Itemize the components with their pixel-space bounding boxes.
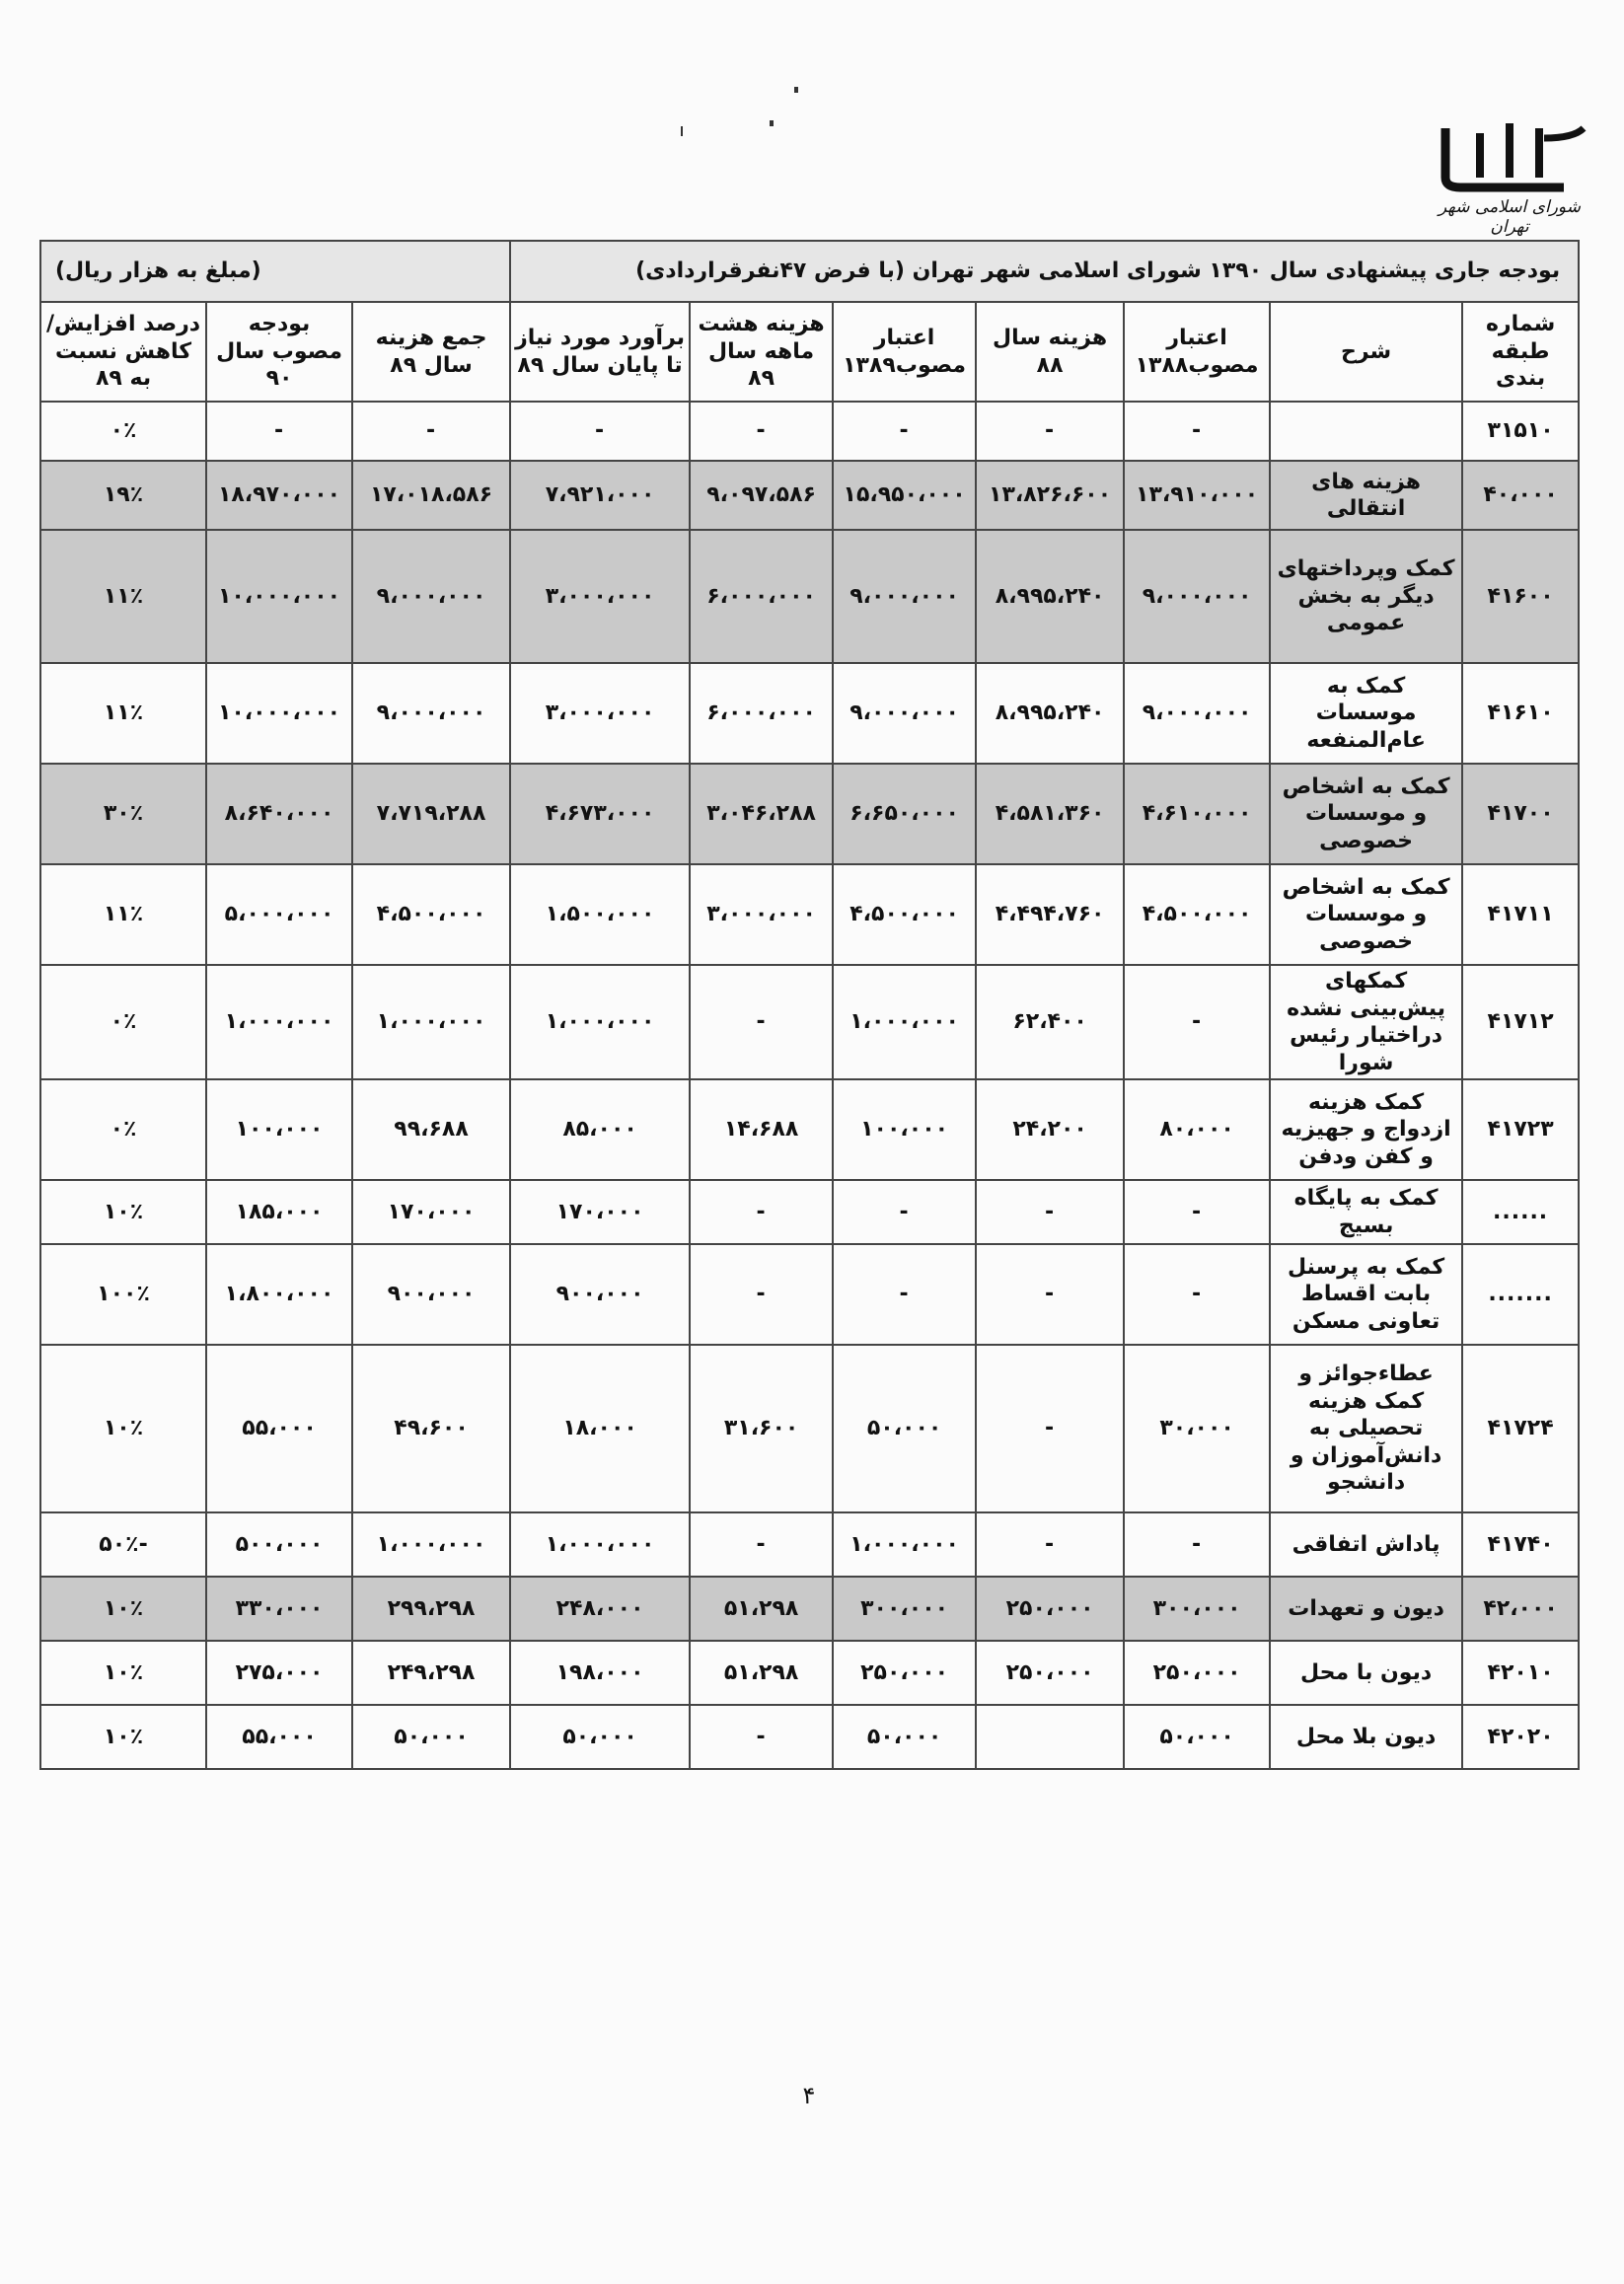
row-total-89: ۵۰،۰۰۰ bbox=[352, 1705, 510, 1769]
row-approved-1388: ۲۵۰،۰۰۰ bbox=[1124, 1641, 1270, 1705]
row-expense-88: ۱۳،۸۲۶،۶۰۰ bbox=[976, 461, 1124, 530]
row-code: ۴۲۰۲۰ bbox=[1462, 1705, 1579, 1769]
row-budget-90: ۵،۰۰۰،۰۰۰ bbox=[206, 864, 352, 965]
row-budget-90: - bbox=[206, 402, 352, 461]
row-code: ۴۱۶۱۰ bbox=[1462, 663, 1579, 764]
row-percent-change: ۱۰٪ bbox=[40, 1641, 206, 1705]
row-approved-1388: - bbox=[1124, 1244, 1270, 1345]
table-row bbox=[40, 965, 1579, 1079]
row-estimate-89: ۴،۶۷۳،۰۰۰ bbox=[510, 764, 690, 864]
row-approved-1389: - bbox=[833, 1180, 976, 1244]
table-row bbox=[40, 1641, 1579, 1705]
row-total-89: ۷،۷۱۹،۲۸۸ bbox=[352, 764, 510, 864]
row-percent-change: ۰٪ bbox=[40, 1079, 206, 1180]
row-estimate-89: ۱،۰۰۰،۰۰۰ bbox=[510, 965, 690, 1079]
row-budget-90: ۱،۸۰۰،۰۰۰ bbox=[206, 1244, 352, 1345]
row-total-89: ۹۰۰،۰۰۰ bbox=[352, 1244, 510, 1345]
row-total-89: ۹،۰۰۰،۰۰۰ bbox=[352, 663, 510, 764]
table-row bbox=[40, 530, 1579, 663]
header-total-89: جمع هزینه سال ۸۹ bbox=[352, 302, 510, 402]
row-budget-90: ۱۰۰،۰۰۰ bbox=[206, 1079, 352, 1180]
row-estimate-89: ۵۰،۰۰۰ bbox=[510, 1705, 690, 1769]
row-total-89: ۱۷۰،۰۰۰ bbox=[352, 1180, 510, 1244]
row-code: ۴۲،۰۰۰ bbox=[1462, 1577, 1579, 1641]
row-percent-change: ۱۰٪ bbox=[40, 1345, 206, 1512]
table-row bbox=[40, 864, 1579, 965]
row-approved-1389: ۴،۵۰۰،۰۰۰ bbox=[833, 864, 976, 965]
row-eight-month-89: - bbox=[690, 402, 833, 461]
row-budget-90: ۱۸،۹۷۰،۰۰۰ bbox=[206, 461, 352, 530]
row-expense-88: ۴،۵۸۱،۳۶۰ bbox=[976, 764, 1124, 864]
row-description: دیون بلا محل bbox=[1270, 1705, 1462, 1769]
row-eight-month-89: ۶،۰۰۰،۰۰۰ bbox=[690, 663, 833, 764]
row-eight-month-89: ۵۱،۲۹۸ bbox=[690, 1577, 833, 1641]
table-row bbox=[40, 1705, 1579, 1769]
row-description: کمک به اشخاص و موسسات خصوصی bbox=[1270, 764, 1462, 864]
row-budget-90: ۱۰،۰۰۰،۰۰۰ bbox=[206, 663, 352, 764]
row-total-89: ۹،۰۰۰،۰۰۰ bbox=[352, 530, 510, 663]
row-eight-month-89: - bbox=[690, 1244, 833, 1345]
table-row bbox=[40, 1512, 1579, 1577]
table-row bbox=[40, 1345, 1579, 1512]
row-estimate-89: ۱،۵۰۰،۰۰۰ bbox=[510, 864, 690, 965]
row-estimate-89: ۲۴۸،۰۰۰ bbox=[510, 1577, 690, 1641]
table-unit-note: (مبلغ به هزار ریال) bbox=[40, 241, 510, 302]
table-row bbox=[40, 1079, 1579, 1180]
row-budget-90: ۵۵،۰۰۰ bbox=[206, 1345, 352, 1512]
row-percent-change: -۵۰٪ bbox=[40, 1512, 206, 1577]
row-estimate-89: ۳،۰۰۰،۰۰۰ bbox=[510, 530, 690, 663]
row-expense-88: ۶۲،۴۰۰ bbox=[976, 965, 1124, 1079]
row-description: کمک به پایگاه بسیج bbox=[1270, 1180, 1462, 1244]
row-approved-1388: ۴،۵۰۰،۰۰۰ bbox=[1124, 864, 1270, 965]
scan-speck bbox=[794, 87, 798, 93]
row-percent-change: ۰٪ bbox=[40, 402, 206, 461]
table-title-row bbox=[40, 241, 1579, 302]
row-description: کمک هزینه ازدواج و جهیزیه و کفن ودفن bbox=[1270, 1079, 1462, 1180]
row-expense-88: ۲۵۰،۰۰۰ bbox=[976, 1641, 1124, 1705]
table-row bbox=[40, 402, 1579, 461]
row-approved-1389: ۲۵۰،۰۰۰ bbox=[833, 1641, 976, 1705]
row-expense-88 bbox=[976, 1705, 1124, 1769]
row-approved-1388: ۱۳،۹۱۰،۰۰۰ bbox=[1124, 461, 1270, 530]
table-row bbox=[40, 663, 1579, 764]
row-approved-1389: ۱۵،۹۵۰،۰۰۰ bbox=[833, 461, 976, 530]
row-eight-month-89: - bbox=[690, 1180, 833, 1244]
header-percent-change: درصد افزایش/کاهش نسبت به ۸۹ bbox=[40, 302, 206, 402]
logo-caption: شورای اسلامی شهر تهران bbox=[1439, 197, 1581, 237]
page-number: ۴ bbox=[802, 2082, 816, 2109]
row-estimate-89: ۱۷۰،۰۰۰ bbox=[510, 1180, 690, 1244]
row-approved-1388: - bbox=[1124, 965, 1270, 1079]
row-expense-88: - bbox=[976, 1345, 1124, 1512]
row-approved-1389: ۹،۰۰۰،۰۰۰ bbox=[833, 663, 976, 764]
row-code: ۴۱۶۰۰ bbox=[1462, 530, 1579, 663]
row-expense-88: - bbox=[976, 1244, 1124, 1345]
row-eight-month-89: ۹،۰۹۷،۵۸۶ bbox=[690, 461, 833, 530]
row-code: ۴۰،۰۰۰ bbox=[1462, 461, 1579, 530]
row-expense-88: ۸،۹۹۵،۲۴۰ bbox=[976, 663, 1124, 764]
scan-speck bbox=[770, 120, 774, 126]
row-code: ...... bbox=[1462, 1180, 1579, 1244]
row-percent-change: ۱۰٪ bbox=[40, 1577, 206, 1641]
header-approved-1389: اعتبار مصوب۱۳۸۹ bbox=[833, 302, 976, 402]
row-description: هزینه های انتقالی bbox=[1270, 461, 1462, 530]
row-expense-88: - bbox=[976, 1512, 1124, 1577]
row-approved-1389: ۱،۰۰۰،۰۰۰ bbox=[833, 1512, 976, 1577]
row-total-89: ۱،۰۰۰،۰۰۰ bbox=[352, 965, 510, 1079]
row-estimate-89: ۸۵،۰۰۰ bbox=[510, 1079, 690, 1180]
scan-speck bbox=[681, 126, 683, 136]
row-estimate-89: ۳،۰۰۰،۰۰۰ bbox=[510, 663, 690, 764]
row-approved-1388: ۸۰،۰۰۰ bbox=[1124, 1079, 1270, 1180]
row-description: کمکهای پیش‌بینی نشده دراختیار رئیس شورا bbox=[1270, 965, 1462, 1079]
row-approved-1388: - bbox=[1124, 1180, 1270, 1244]
row-eight-month-89: ۳،۰۰۰،۰۰۰ bbox=[690, 864, 833, 965]
header-expense-88: هزینه سال ۸۸ bbox=[976, 302, 1124, 402]
row-code: ۴۱۷۲۳ bbox=[1462, 1079, 1579, 1180]
row-budget-90: ۸،۶۴۰،۰۰۰ bbox=[206, 764, 352, 864]
header-approved-1388: اعتبار مصوب۱۳۸۸ bbox=[1124, 302, 1270, 402]
row-approved-1389: ۶،۶۵۰،۰۰۰ bbox=[833, 764, 976, 864]
header-estimate-89: برآورد مورد نیاز تا پایان سال ۸۹ bbox=[510, 302, 690, 402]
row-total-89: ۱۷،۰۱۸،۵۸۶ bbox=[352, 461, 510, 530]
row-expense-88: ۴،۴۹۴،۷۶۰ bbox=[976, 864, 1124, 965]
row-approved-1389: ۱،۰۰۰،۰۰۰ bbox=[833, 965, 976, 1079]
row-code: ۴۱۷۱۲ bbox=[1462, 965, 1579, 1079]
row-estimate-89: ۹۰۰،۰۰۰ bbox=[510, 1244, 690, 1345]
row-description: عطاءجوائز و کمک هزینه تحصیلی به دانش‌آموزان و دانشجو bbox=[1270, 1345, 1462, 1512]
row-eight-month-89: - bbox=[690, 1705, 833, 1769]
row-description: دیون با محل bbox=[1270, 1641, 1462, 1705]
row-estimate-89: - bbox=[510, 402, 690, 461]
row-eight-month-89: ۶،۰۰۰،۰۰۰ bbox=[690, 530, 833, 663]
row-approved-1389: - bbox=[833, 402, 976, 461]
row-description: کمک وپرداختهای دیگر به بخش عمومی bbox=[1270, 530, 1462, 663]
row-expense-88: ۸،۹۹۵،۲۴۰ bbox=[976, 530, 1124, 663]
row-expense-88: ۲۵۰،۰۰۰ bbox=[976, 1577, 1124, 1641]
row-approved-1389: ۱۰۰،۰۰۰ bbox=[833, 1079, 976, 1180]
row-percent-change: ۱۰٪ bbox=[40, 1705, 206, 1769]
row-total-89: ۹۹،۶۸۸ bbox=[352, 1079, 510, 1180]
row-approved-1389: ۹،۰۰۰،۰۰۰ bbox=[833, 530, 976, 663]
row-approved-1388: ۹،۰۰۰،۰۰۰ bbox=[1124, 663, 1270, 764]
row-code: ۴۲۰۱۰ bbox=[1462, 1641, 1579, 1705]
row-eight-month-89: ۵۱،۲۹۸ bbox=[690, 1641, 833, 1705]
row-total-89: ۴۹،۶۰۰ bbox=[352, 1345, 510, 1512]
row-expense-88: ۲۴،۲۰۰ bbox=[976, 1079, 1124, 1180]
header-code: شماره طبقه بندی bbox=[1462, 302, 1579, 402]
row-approved-1388: - bbox=[1124, 1512, 1270, 1577]
row-total-89: ۲۹۹،۲۹۸ bbox=[352, 1577, 510, 1641]
row-approved-1388: ۹،۰۰۰،۰۰۰ bbox=[1124, 530, 1270, 663]
row-code: ....... bbox=[1462, 1244, 1579, 1345]
budget-table bbox=[39, 240, 1580, 1770]
row-percent-change: ۱۱٪ bbox=[40, 530, 206, 663]
row-total-89: ۴،۵۰۰،۰۰۰ bbox=[352, 864, 510, 965]
row-code: ۴۱۷۱۱ bbox=[1462, 864, 1579, 965]
table-header-row bbox=[40, 302, 1579, 402]
row-estimate-89: ۱۹۸،۰۰۰ bbox=[510, 1641, 690, 1705]
row-approved-1389: ۵۰،۰۰۰ bbox=[833, 1705, 976, 1769]
row-approved-1388: ۵۰،۰۰۰ bbox=[1124, 1705, 1270, 1769]
row-approved-1388: ۴،۶۱۰،۰۰۰ bbox=[1124, 764, 1270, 864]
row-eight-month-89: - bbox=[690, 1512, 833, 1577]
row-eight-month-89: - bbox=[690, 965, 833, 1079]
row-approved-1389: ۵۰،۰۰۰ bbox=[833, 1345, 976, 1512]
row-percent-change: ۱۰۰٪ bbox=[40, 1244, 206, 1345]
row-eight-month-89: ۳۱،۶۰۰ bbox=[690, 1345, 833, 1512]
row-eight-month-89: ۳،۰۴۶،۲۸۸ bbox=[690, 764, 833, 864]
row-budget-90: ۳۳۰،۰۰۰ bbox=[206, 1577, 352, 1641]
row-approved-1388: ۳۰،۰۰۰ bbox=[1124, 1345, 1270, 1512]
row-approved-1389: - bbox=[833, 1244, 976, 1345]
row-description: کمک به اشخاص و موسسات خصوصی bbox=[1270, 864, 1462, 965]
header-description: شرح bbox=[1270, 302, 1462, 402]
row-code: ۴۱۷۰۰ bbox=[1462, 764, 1579, 864]
row-percent-change: ۳۰٪ bbox=[40, 764, 206, 864]
row-budget-90: ۵۰۰،۰۰۰ bbox=[206, 1512, 352, 1577]
table-row bbox=[40, 764, 1579, 864]
table-row bbox=[40, 1244, 1579, 1345]
row-percent-change: ۱۱٪ bbox=[40, 663, 206, 764]
row-budget-90: ۵۵،۰۰۰ bbox=[206, 1705, 352, 1769]
row-description bbox=[1270, 402, 1462, 461]
row-total-89: ۲۴۹،۲۹۸ bbox=[352, 1641, 510, 1705]
table-title: بودجه جاری پیشنهادی سال ۱۳۹۰ شورای اسلامی شهر تهران (با فرض ۴۷نفرقراردادی) bbox=[510, 241, 1579, 302]
row-percent-change: ۱۰٪ bbox=[40, 1180, 206, 1244]
row-budget-90: ۱۰،۰۰۰،۰۰۰ bbox=[206, 530, 352, 663]
row-budget-90: ۱،۰۰۰،۰۰۰ bbox=[206, 965, 352, 1079]
row-budget-90: ۱۸۵،۰۰۰ bbox=[206, 1180, 352, 1244]
row-estimate-89: ۱۸،۰۰۰ bbox=[510, 1345, 690, 1512]
row-description: پاداش اتفاقی bbox=[1270, 1512, 1462, 1577]
row-total-89: ۱،۰۰۰،۰۰۰ bbox=[352, 1512, 510, 1577]
row-estimate-89: ۱،۰۰۰،۰۰۰ bbox=[510, 1512, 690, 1577]
row-approved-1388: ۳۰۰،۰۰۰ bbox=[1124, 1577, 1270, 1641]
row-estimate-89: ۷،۹۲۱،۰۰۰ bbox=[510, 461, 690, 530]
row-description: کمک به پرسنل بابت اقساط تعاونی مسکن bbox=[1270, 1244, 1462, 1345]
table-row bbox=[40, 1180, 1579, 1244]
row-expense-88: - bbox=[976, 1180, 1124, 1244]
row-approved-1389: ۳۰۰،۰۰۰ bbox=[833, 1577, 976, 1641]
row-eight-month-89: ۱۴،۶۸۸ bbox=[690, 1079, 833, 1180]
row-percent-change: ۰٪ bbox=[40, 965, 206, 1079]
row-description: دیون و تعهدات bbox=[1270, 1577, 1462, 1641]
row-budget-90: ۲۷۵،۰۰۰ bbox=[206, 1641, 352, 1705]
row-approved-1388: - bbox=[1124, 402, 1270, 461]
header-budget-90: بودجه مصوب سال ۹۰ bbox=[206, 302, 352, 402]
row-description: کمک به موسسات عام‌المنفعه bbox=[1270, 663, 1462, 764]
row-code: ۴۱۷۴۰ bbox=[1462, 1512, 1579, 1577]
row-code: ۳۱۵۱۰ bbox=[1462, 402, 1579, 461]
header-eight-month-89: هزینه هشت ماهه سال ۸۹ bbox=[690, 302, 833, 402]
row-percent-change: ۱۹٪ bbox=[40, 461, 206, 530]
table-row bbox=[40, 461, 1579, 530]
row-expense-88: - bbox=[976, 402, 1124, 461]
row-code: ۴۱۷۲۴ bbox=[1462, 1345, 1579, 1512]
table-row bbox=[40, 1577, 1579, 1641]
row-total-89: - bbox=[352, 402, 510, 461]
row-percent-change: ۱۱٪ bbox=[40, 864, 206, 965]
